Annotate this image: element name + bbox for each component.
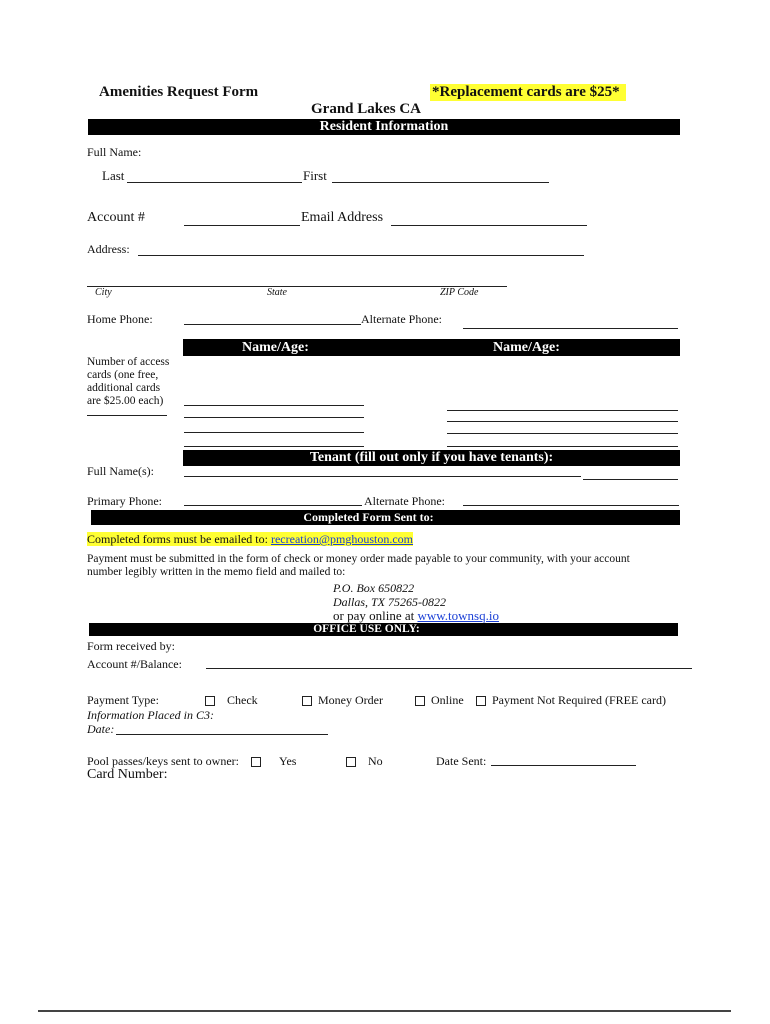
tenant-alt-phone-label: Alternate Phone: [364, 494, 445, 508]
email-instructions [87, 532, 413, 547]
first-name-label: First [303, 168, 327, 183]
state-label: State [267, 287, 287, 298]
access-note-line: Number of access [87, 356, 170, 368]
community-name: Grand Lakes CA [311, 101, 422, 117]
payment-option-money-order[interactable] [302, 693, 383, 708]
payment-type-label: Payment Type: [87, 693, 159, 707]
address-field[interactable] [138, 255, 584, 256]
form-received-label: Form received by: [87, 639, 175, 653]
name-age-heading-right: Name/Age: [493, 340, 560, 355]
office-use-bar [89, 623, 678, 636]
pay-online-text [333, 608, 499, 624]
cardholder-right-4[interactable] [447, 446, 678, 447]
address-label: Address: [87, 242, 130, 256]
office-use-heading: OFFICE USE ONLY: [313, 623, 420, 635]
checkbox-icon[interactable] [476, 696, 486, 706]
primary-phone-field[interactable] [184, 505, 362, 506]
last-name-field[interactable] [127, 182, 302, 183]
name-age-bar [183, 339, 680, 356]
date-sent-label: Date Sent: [436, 754, 487, 768]
checkbox-icon[interactable] [415, 696, 425, 706]
primary-phone-label: Primary Phone: [87, 494, 162, 508]
card-number-label: Card Number: [87, 767, 168, 782]
townsq-link[interactable]: www.townsq.io [417, 608, 499, 623]
name-age-heading-left: Name/Age: [242, 340, 309, 355]
office-date-label: Date: [87, 722, 115, 736]
cardholder-right-3[interactable] [447, 433, 678, 434]
resident-info-heading: Resident Information [319, 119, 449, 134]
checkbox-icon[interactable] [205, 696, 215, 706]
cardholder-left-4[interactable] [184, 446, 364, 447]
home-phone-label: Home Phone: [87, 312, 153, 326]
checkbox-icon[interactable] [302, 696, 312, 706]
account-balance-label: Account #/Balance: [87, 657, 182, 671]
payment-option-label: Online [431, 693, 464, 707]
access-note-line: are $25.00 each) [87, 395, 164, 407]
pool-passes-label: Pool passes/keys sent to owner: [87, 754, 239, 768]
payment-option-online[interactable] [415, 693, 464, 708]
full-name-label: Full Name: [87, 145, 142, 159]
cardholder-left-1[interactable] [184, 405, 364, 406]
form-title: Amenities Request Form [99, 84, 259, 100]
resident-info-bar [88, 119, 680, 135]
pool-passes-yes[interactable] [251, 754, 296, 769]
account-field[interactable] [184, 225, 300, 226]
tenant-alt-phone-field[interactable] [463, 505, 679, 506]
checkbox-icon[interactable] [251, 757, 261, 767]
home-phone-field[interactable] [184, 324, 361, 325]
payment-option-not-required[interactable] [476, 693, 666, 708]
payment-instructions-line2: number legibly written in the memo field and mailed to: [87, 566, 346, 578]
access-cards-note [87, 356, 169, 408]
access-note-line: cards (one free, [87, 369, 159, 381]
payment-option-check[interactable] [205, 693, 258, 708]
replacement-notice: *Replacement cards are $25* [430, 84, 626, 101]
cardholder-left-3[interactable] [184, 432, 364, 433]
payment-instructions-line1: Payment must be submitted in the form of check or money order made payable to your community, with your account [87, 553, 630, 565]
last-name-label: Last [102, 168, 125, 183]
page-bottom-rule [38, 1010, 731, 1012]
tenant-names-label: Full Name(s): [87, 464, 154, 478]
access-note-line: additional cards [87, 382, 161, 394]
checkbox-icon[interactable] [346, 757, 356, 767]
email-label: Email Address [301, 210, 384, 225]
first-name-field[interactable] [332, 182, 549, 183]
payment-option-label: Money Order [318, 693, 383, 707]
pool-passes-no[interactable] [346, 754, 383, 769]
city-label: City [95, 287, 112, 298]
account-balance-field[interactable] [206, 668, 692, 669]
zip-label: ZIP Code [440, 287, 479, 298]
tenant-names-field[interactable] [184, 476, 581, 477]
alt-phone-field[interactable] [463, 328, 678, 329]
info-placed-label: Information Placed in C3: [87, 708, 214, 722]
tenant-bar [183, 450, 680, 466]
email-field[interactable] [391, 225, 587, 226]
tenant-names-field-extra[interactable] [583, 479, 678, 480]
po-box: P.O. Box 650822 [333, 581, 415, 595]
account-label: Account # [87, 210, 145, 225]
tenant-heading: Tenant (fill out only if you have tenants): [309, 450, 554, 465]
access-card-count-field[interactable] [87, 415, 167, 416]
recreation-email-link[interactable]: recreation@pmghouston.com [270, 532, 413, 546]
email-instructions-prefix: Completed forms must be emailed to: [87, 532, 271, 546]
sent-to-bar [91, 510, 680, 525]
cardholder-left-2[interactable] [184, 417, 364, 418]
mailing-city-zip: Dallas, TX 75265-0822 [333, 595, 447, 609]
pay-online-prefix: or pay online at [333, 608, 418, 623]
payment-option-label: Check [227, 693, 258, 707]
pool-yes-label: Yes [279, 754, 297, 768]
sent-to-heading: Completed Form Sent to: [303, 510, 434, 524]
cardholder-right-1[interactable] [447, 410, 678, 411]
office-date-field[interactable] [116, 734, 328, 735]
cardholder-right-2[interactable] [447, 421, 678, 422]
date-sent-field[interactable] [491, 765, 636, 766]
alt-phone-label: Alternate Phone: [361, 312, 442, 326]
payment-option-label: Payment Not Required (FREE card) [492, 693, 666, 707]
pool-no-label: No [368, 754, 383, 768]
